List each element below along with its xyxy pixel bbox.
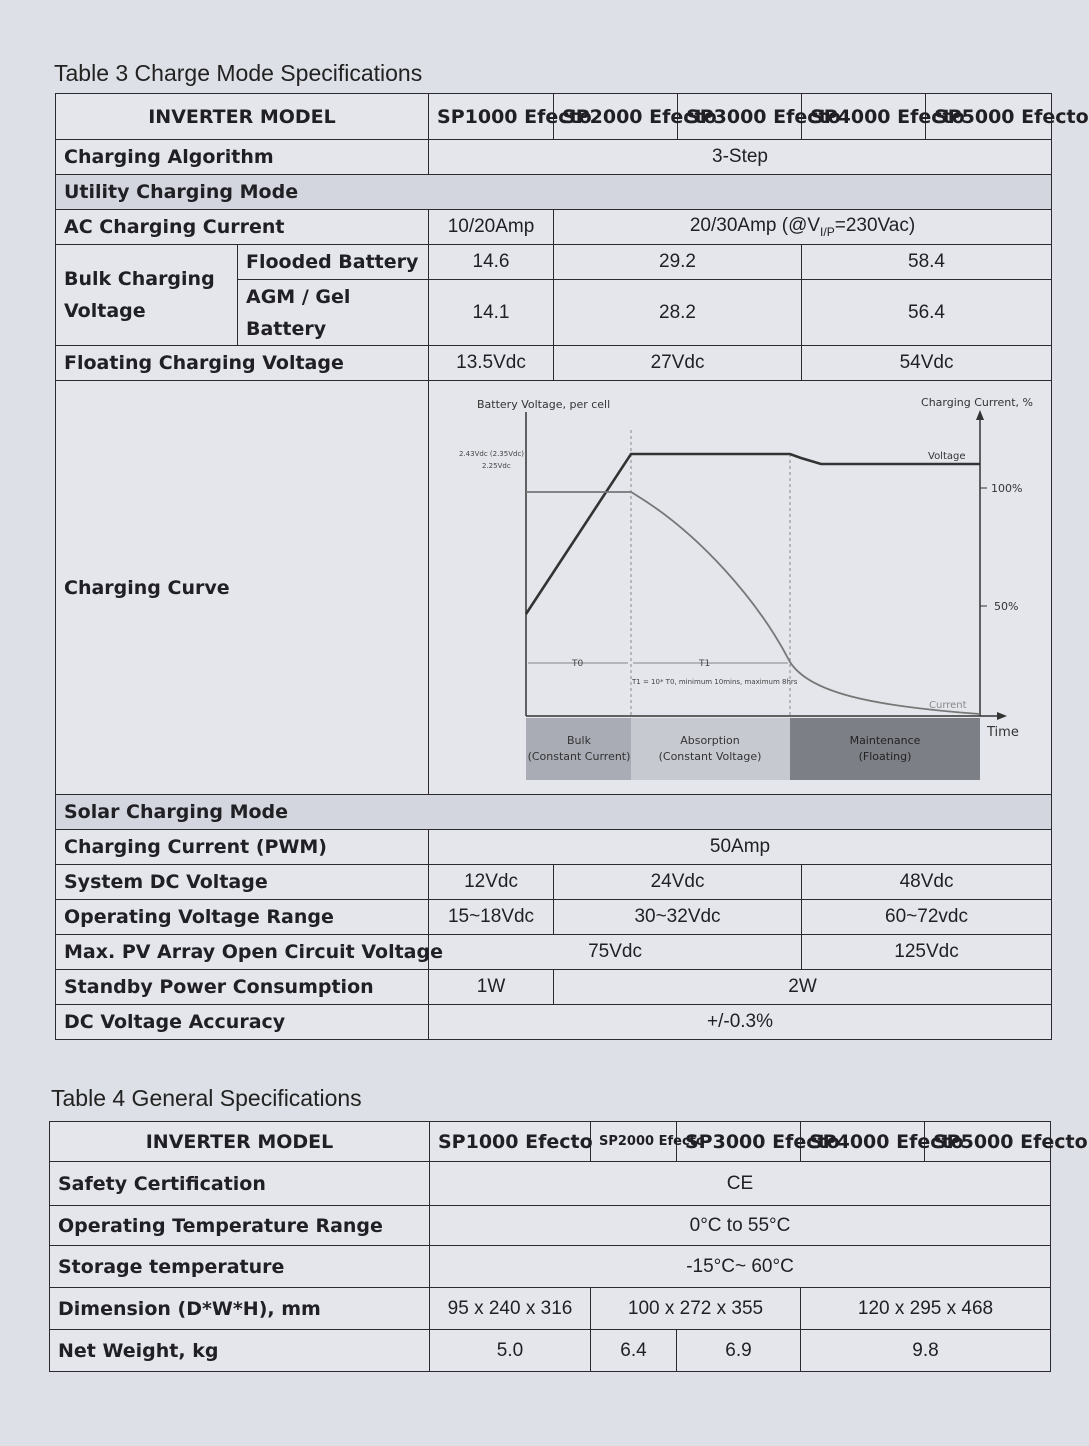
voltage-level-label: 2.43Vdc (2.35Vdc) bbox=[459, 449, 525, 458]
dc-voltage-accuracy-value: +/-0.3% bbox=[429, 1005, 1052, 1040]
op-range-value: 30~32Vdc bbox=[554, 900, 802, 935]
stage-absorption-subtitle: (Constant Voltage) bbox=[658, 749, 762, 763]
storage-temperature-value: -15°C~ 60°C bbox=[430, 1246, 1051, 1288]
flooded-value: 58.4 bbox=[802, 245, 1052, 280]
net-weight-label: Net Weight, kg bbox=[50, 1330, 430, 1372]
utility-charging-mode-section: Utility Charging Mode bbox=[56, 175, 1052, 210]
weight-value: 9.8 bbox=[801, 1330, 1051, 1372]
t0-label: T0 bbox=[572, 658, 584, 669]
charging-algorithm-label: Charging Algorithm bbox=[56, 140, 429, 175]
max-pv-value: 125Vdc bbox=[802, 935, 1052, 970]
dimension-value: 120 x 295 x 468 bbox=[801, 1288, 1051, 1330]
dc-voltage-accuracy-label: DC Voltage Accuracy bbox=[56, 1005, 429, 1040]
operating-voltage-range-label: Operating Voltage Range bbox=[56, 900, 429, 935]
agm-gel-battery-label: AGM / Gel Battery bbox=[238, 280, 429, 346]
model-header: SP4000 Efecto bbox=[802, 94, 926, 140]
system-dc-voltage-label: System DC Voltage bbox=[56, 865, 429, 900]
inverter-model-header: INVERTER MODEL bbox=[56, 94, 429, 140]
flooded-battery-label: Flooded Battery bbox=[238, 245, 429, 280]
model-header: SP5000 Efecto bbox=[926, 94, 1052, 140]
safety-certification-value: CE bbox=[430, 1162, 1051, 1206]
operating-temperature-label: Operating Temperature Range bbox=[50, 1206, 430, 1246]
op-range-value: 15~18Vdc bbox=[429, 900, 554, 935]
floating-charging-voltage-label: Floating Charging Voltage bbox=[56, 346, 429, 381]
agm-value: 14.1 bbox=[429, 280, 554, 346]
floating-value: 13.5Vdc bbox=[429, 346, 554, 381]
time-axis-arrow bbox=[997, 712, 1007, 720]
voltage-curve-label: Voltage bbox=[928, 450, 966, 462]
float-voltage-label: 2.25Vdc bbox=[482, 461, 511, 470]
stage-bulk-subtitle: (Constant Current) bbox=[527, 749, 631, 763]
stage-absorption-title: Absorption bbox=[680, 733, 740, 747]
model-header: SP3000 Efecto bbox=[678, 94, 802, 140]
dimension-value: 95 x 240 x 316 bbox=[430, 1288, 591, 1330]
dimension-label: Dimension (D*W*H), mm bbox=[50, 1288, 430, 1330]
inverter-model-header: INVERTER MODEL bbox=[50, 1122, 430, 1162]
table4-caption: Table 4 General Specifications bbox=[51, 1085, 362, 1111]
t1-note: T1 = 10* T0, minimum 10mins, maximum 8hrs bbox=[632, 677, 798, 686]
right-axis-label: Charging Current, % bbox=[921, 395, 1034, 409]
tick-100-label: 100% bbox=[991, 481, 1023, 495]
table3-caption: Table 3 Charge Mode Specifications bbox=[54, 60, 423, 86]
right-axis-arrow bbox=[976, 410, 984, 420]
op-range-value: 60~72vdc bbox=[802, 900, 1052, 935]
agm-value: 28.2 bbox=[554, 280, 802, 346]
model-header: SP1000 Efecto bbox=[429, 94, 554, 140]
flooded-value: 14.6 bbox=[429, 245, 554, 280]
charge-mode-table bbox=[55, 93, 1089, 1040]
model-header: SP2000 Efecto bbox=[554, 94, 678, 140]
flooded-value: 29.2 bbox=[554, 245, 802, 280]
model-header: SP2000 Efecto bbox=[591, 1122, 677, 1162]
standby-power-label: Standby Power Consumption bbox=[56, 970, 429, 1005]
stage-bulk-box bbox=[526, 718, 631, 780]
model-header: SP5000 Efecto bbox=[925, 1122, 1051, 1162]
system-dc-value: 24Vdc bbox=[554, 865, 802, 900]
voltage-curve bbox=[526, 454, 980, 614]
charging-algorithm-value: 3-Step bbox=[429, 140, 1052, 175]
model-header: SP4000 Efecto bbox=[801, 1122, 925, 1162]
standby-value: 1W bbox=[429, 970, 554, 1005]
floating-value: 54Vdc bbox=[802, 346, 1052, 381]
ac-charging-current-value: 10/20Amp bbox=[429, 210, 554, 245]
charging-curve-label: Charging Curve bbox=[56, 381, 429, 795]
max-pv-voltage-label: Max. PV Array Open Circuit Voltage bbox=[56, 935, 429, 970]
system-dc-value: 48Vdc bbox=[802, 865, 1052, 900]
charging-curve-diagram bbox=[429, 382, 1050, 794]
ac-charging-current-value: 20/30Amp $(@V_{I/P}=230Vac)$ bbox=[554, 210, 1052, 245]
solar-charging-mode-section: Solar Charging Mode bbox=[56, 795, 1052, 830]
charging-curve-chart-cell bbox=[429, 381, 1052, 795]
ac-charging-current-label: AC Charging Current bbox=[56, 210, 429, 245]
floating-value: 27Vdc bbox=[554, 346, 802, 381]
weight-value: 6.4 bbox=[591, 1330, 677, 1372]
bulk-charging-voltage-label: Bulk Charging Voltage bbox=[56, 245, 238, 346]
stage-maintenance-subtitle: (Floating) bbox=[858, 749, 912, 763]
max-pv-value: 75Vdc bbox=[429, 935, 802, 970]
operating-temperature-value: 0°C to 55°C bbox=[430, 1206, 1051, 1246]
system-dc-value: 12Vdc bbox=[429, 865, 554, 900]
model-header: SP3000 Efecto bbox=[677, 1122, 801, 1162]
tick-50-label: 50% bbox=[994, 599, 1019, 613]
current-curve-label: Current bbox=[929, 699, 967, 711]
stage-absorption-box bbox=[631, 718, 790, 780]
storage-temperature-label: Storage temperature bbox=[50, 1246, 430, 1288]
model-header: SP1000 Efecto bbox=[430, 1122, 591, 1162]
weight-value: 6.9 bbox=[677, 1330, 801, 1372]
agm-value: 56.4 bbox=[802, 280, 1052, 346]
pwm-charging-current-label: Charging Current (PWM) bbox=[56, 830, 429, 865]
time-axis-label: Time bbox=[987, 724, 1019, 740]
safety-certification-label: Safety Certification bbox=[50, 1162, 430, 1206]
stage-maintenance-title: Maintenance bbox=[849, 733, 921, 747]
standby-value: 2W bbox=[554, 970, 1052, 1005]
pwm-charging-current-value: 50Amp bbox=[429, 830, 1052, 865]
t1-label: T1 bbox=[699, 658, 711, 669]
dimension-value: 100 x 272 x 355 bbox=[591, 1288, 801, 1330]
left-axis-label: Battery Voltage, per cell bbox=[477, 397, 611, 411]
stage-maintenance-box bbox=[790, 718, 980, 780]
weight-value: 5.0 bbox=[430, 1330, 591, 1372]
stage-bulk-title: Bulk bbox=[567, 733, 591, 747]
general-spec-table bbox=[49, 1121, 1088, 1372]
